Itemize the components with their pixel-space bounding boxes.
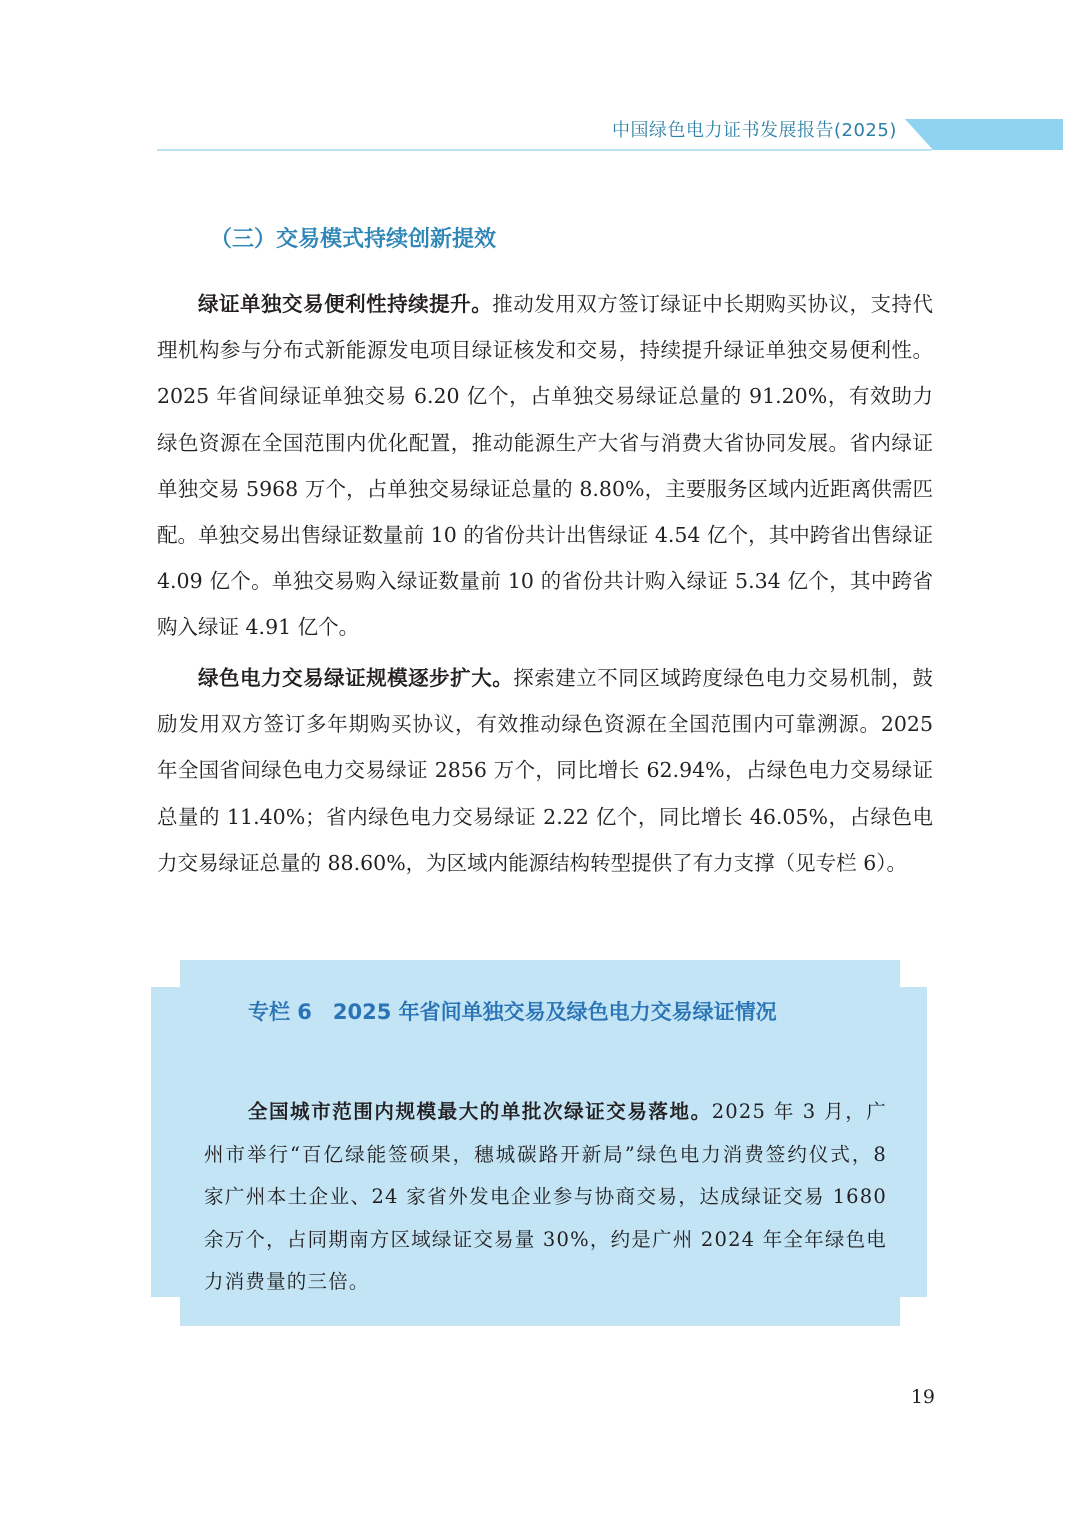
sidebar-box-text (204, 1091, 887, 1304)
report-header-title: 中国绿色电力证书发展报告(2025) (612, 120, 897, 141)
paragraph-body: 探索建立不同区域跨度绿色电力交易机制，鼓励发用双方签订多年期购买协议，有效推动绿色资源在全国范围内可靠溯源。2025 年全国省间绿色电力交易绿证 2856 万个，同比增长 62.94%，占绿色电力交易绿证总量的 11.40%；省内绿色电力交易绿证 2.22 亿个，同比增长 46.05%，占绿色电力交易绿证总量的 88.60%，为区域内能源结构转型提供了有力支撑（见专栏 6）。 (157, 666, 934, 875)
paragraph-body: 推动发用双方签订绿证中长期购买协议，支持代理机构参与分布式新能源发电项目绿证核发和交易，持续提升绿证单独交易便利性。2025 年省间绿证单独交易 6.20 亿个，占单独交易绿证总量的 91.20%，有效助力绿色资源在全国范围内优化配置，推动能源生产大省与消费大省协同发展。省内绿证单独交易 5968 万个，占单独交易绿证总量的 8.80%，主要服务区域内近距离供需匹配。单独交易出售绿证数量前 10 的省份共计出售绿证 4.54 亿个，其中跨省出售绿证 4.09 亿个。单独交易购入绿证数量前 10 的省份共计购入绿证 5.34 亿个，其中跨省购入绿证 4.91 亿个。 (157, 292, 934, 640)
sidebar-box-title: 专栏 6 2025 年省间单独交易及绿色电力交易绿证情况 (248, 1000, 777, 1024)
sidebar-box-body: 2025 年 3 月，广州市举行“百亿绿能签硕果，穗城碳路开新局”绿色电力消费签约仪式，8 家广州本土企业、24 家省外发电企业参与协商交易，达成绿证交易 1680 余万个，占同期南方区域绿证交易量 30%，约是广州 2024 年全年绿色电力消费量的三倍。 (204, 1100, 888, 1293)
sidebar-box-lead: 全国城市范围内规模最大的单批次绿证交易落地。 (247, 1100, 712, 1123)
paragraph-lead: 绿证单独交易便利性持续提升。 (198, 292, 493, 316)
header-divider (157, 149, 932, 151)
paragraph-green-power-trading (157, 655, 933, 886)
header-accent-band (905, 119, 1063, 150)
section-heading: （三）交易模式持续创新提效 (210, 227, 497, 252)
paragraph-standalone-trading (157, 281, 933, 651)
page-number: 19 (910, 1386, 935, 1408)
paragraph-lead: 绿色电力交易绿证规模逐步扩大。 (198, 666, 514, 690)
